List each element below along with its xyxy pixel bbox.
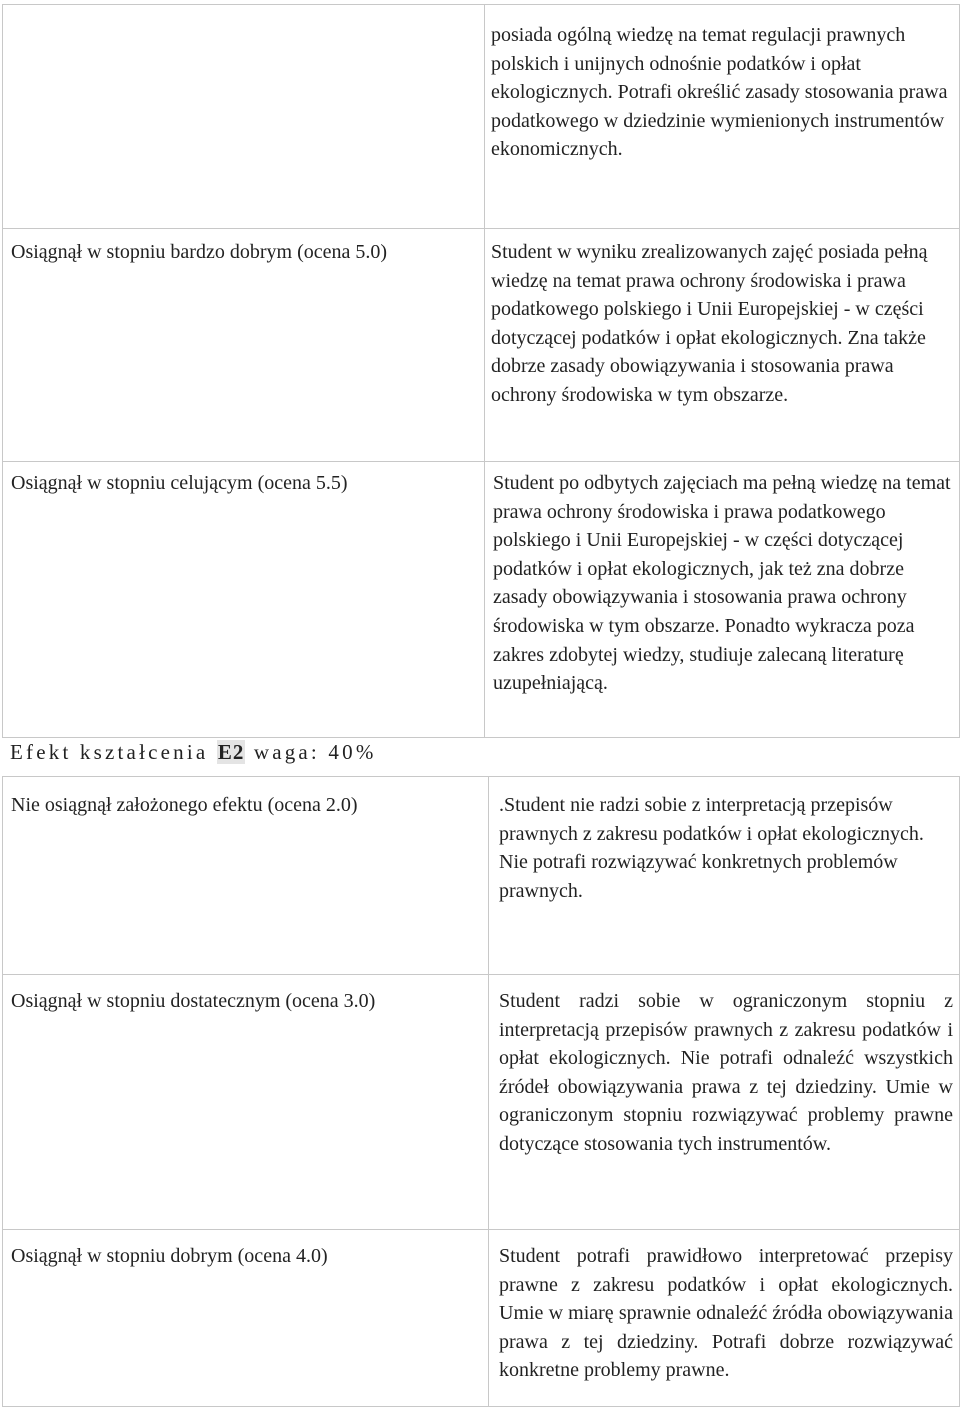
heading-weight: waga: 40% [245, 740, 377, 764]
table-row [3, 1230, 960, 1407]
grade-label: Osiągnął w stopniu bardzo dobrym (ocena 5.0) [3, 229, 485, 462]
grading-table-e2 [2, 776, 960, 1407]
grade-label: Osiągnął w stopniu dobrym (ocena 4.0) [3, 1230, 489, 1407]
effect-code: E2 [217, 740, 245, 764]
table-row [3, 5, 960, 229]
grade-description: Student potrafi prawidłowo interpretować przepisy prawne z zakresu podatków i opłat ekologicznych. Umie w miarę sprawnie odnaleźć źródła obowiązywania prawa z tej dziedziny. Potrafi dobrze rozwiązywać konkretne problemy prawne. [489, 1230, 960, 1407]
heading-prefix: Efekt kształcenia [10, 740, 217, 764]
grade-description: Student radzi sobie w ograniczonym stopniu z interpretacją przepisów prawnych z zakresu podatków i opłat ekologicznych. Nie potrafi odnaleźć wszystkich źródeł obowiązywania prawa z tej dziedziny. Umie w ograniczonym stopniu rozwiązywać problemy prawne dotyczące stosowania tych instrumentów. [489, 975, 960, 1230]
grade-description: .Student nie radzi sobie z interpretacją przepisów prawnych z zakresu podatków i opłat ekologicznych. Nie potrafi rozwiązywać konkretnych problemów prawnych. [489, 777, 960, 975]
grade-label [3, 5, 485, 229]
grade-description: posiada ogólną wiedzę na temat regulacji prawnych polskich i unijnych odnośnie podatków i opłat ekologicznych. Potrafi określić zasady stosowania prawa podatkowego w dziedzinie wymienionych instrumentów ekonomicznych. [485, 5, 960, 229]
grade-description: Student po odbytych zajęciach ma pełną wiedzę na temat prawa ochrony środowiska i prawa podatkowego polskiego i Unii Europejskiej - w części dotyczącej podatków i opłat ekologicznych, jak też zna dobrze zasady obowiązywania i stosowania prawa ochrony środowiska w tym obszarze. Ponadto wykracza poza zakres zdobytej wiedzy, studiuje zalecaną literaturę uzupełniającą. [485, 462, 960, 738]
grade-label: Nie osiągnął założonego efektu (ocena 2.0) [3, 777, 489, 975]
table-row [3, 777, 960, 975]
table-row [3, 975, 960, 1230]
grade-label: Osiągnął w stopniu dostatecznym (ocena 3.0) [3, 975, 489, 1230]
grading-table-e1 [2, 4, 960, 738]
grade-description: Student w wyniku zrealizowanych zajęć posiada pełną wiedzę na temat prawa ochrony środowiska i prawa podatkowego polskiego i Unii Europejskiej - w części dotyczącej podatków i opłat ekologicznych. Zna także dobrze zasady obowiązywania i stosowania prawa ochrony środowiska w tym obszarze. [485, 229, 960, 462]
section-heading-e2 [10, 736, 377, 768]
table-row [3, 462, 960, 738]
table-row [3, 229, 960, 462]
grade-label: Osiągnął w stopniu celującym (ocena 5.5) [3, 462, 485, 738]
